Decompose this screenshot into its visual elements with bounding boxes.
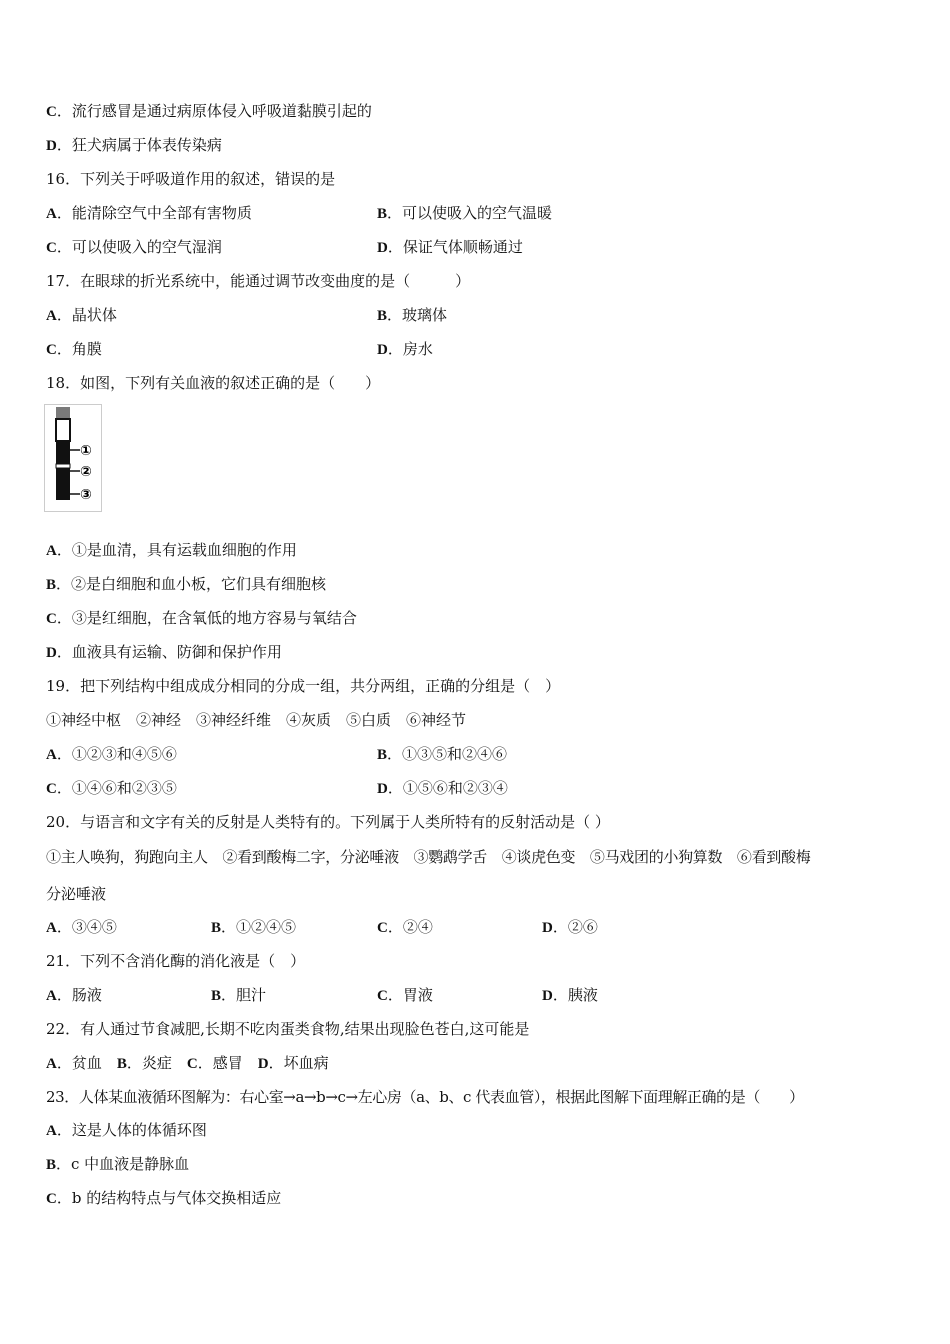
layer-2-buffy-coat (56, 464, 70, 468)
q22-option-a: A．贫血 (46, 1054, 117, 1072)
q19-stem: 19．把下列结构中组成成分相同的分成一组，共分两组，正确的分组是（ ） (46, 677, 561, 695)
q23-option-b: B．c 中血液是静脉血 (46, 1155, 190, 1173)
q20-option-c: C．②④ (377, 918, 433, 936)
q23-option-a: A．这是人体的体循环图 (46, 1121, 207, 1139)
q19-option-b: B．①③⑤和②④⑥ (377, 745, 508, 763)
blood-tube-figure (44, 404, 102, 512)
q22-option-d: D．坏血病 (257, 1054, 329, 1072)
q16-option-b: B．可以使吸入的空气温暖 (377, 204, 553, 222)
q17-stem: 17．在眼球的折光系统中，能通过调节改变曲度的是（ ） (46, 272, 471, 290)
figure-label-2: ② (80, 464, 92, 480)
figure-label-3: ③ (80, 487, 92, 503)
q17-option-c: C．角膜 (46, 340, 102, 358)
q18-option-d: D．血液具有运输、防御和保护作用 (46, 643, 282, 661)
q15-option-d: D．狂犬病属于体表传染病 (46, 136, 222, 154)
q19-option-d: D．①⑤⑥和②③④ (377, 779, 508, 797)
q16-option-d: D．保证气体顺畅通过 (377, 238, 523, 256)
q17-option-b: B．玻璃体 (377, 306, 448, 324)
q16-option-a: A．能清除空气中全部有害物质 (46, 204, 252, 222)
q17-option-d: D．房水 (377, 340, 433, 358)
q20-option-b: B．①②④⑤ (211, 918, 297, 936)
q15-option-c: C．流行感冒是通过病原体侵入呼吸道黏膜引起的 (46, 102, 372, 120)
q19-option-a: A．①②③和④⑤⑥ (46, 745, 177, 763)
q21-option-d: D．胰液 (542, 986, 598, 1004)
q21-option-a: A．肠液 (46, 986, 102, 1004)
q22-options (46, 1053, 329, 1074)
q20-option-a: A．③④⑤ (46, 918, 117, 936)
q23-option-c: C．b 的结构特点与气体交换相适应 (46, 1189, 282, 1207)
q19-items: ①神经中枢 ②神经 ③神经纤维 ④灰质 ⑤白质 ⑥神经节 (46, 711, 467, 729)
figure-label-1: ① (80, 443, 92, 459)
q21-option-b: B．胆汁 (211, 986, 267, 1004)
q20-items-line2: 分泌唾液 (46, 885, 107, 903)
q18-option-c: C．③是红细胞，在含氧低的地方容易与氧结合 (46, 609, 357, 627)
q21-stem: 21．下列不含消化酶的消化液是（ ） (46, 952, 306, 970)
q18-option-b: B．②是白细胞和血小板，它们具有细胞核 (46, 575, 327, 593)
blood-tube-diagram (44, 404, 102, 512)
layer-3-red-cells (56, 468, 70, 500)
q19-option-c: C．①④⑥和②③⑤ (46, 779, 177, 797)
q22-stem: 22．有人通过节食减肥,长期不吃肉蛋类食物,结果出现脸色苍白,这可能是 (46, 1020, 530, 1038)
q18-stem: 18．如图，下列有关血液的叙述正确的是（ ） (46, 374, 381, 392)
q23-stem: 23．人体某血液循环图解为：右心室→a→b→c→左心房（a、b、c 代表血管），根据此图解下面理解正确的是（ ） (46, 1088, 804, 1106)
q16-stem: 16．下列关于呼吸道作用的叙述，错误的是 (46, 170, 336, 188)
q21-option-c: C．胃液 (377, 986, 433, 1004)
q20-items-line1: ①主人唤狗，狗跑向主人 ②看到酸梅二字，分泌唾液 ③鹦鹉学舌 ④谈虎色变 ⑤马戏团的小狗算数 ⑥看到酸梅 (46, 848, 811, 866)
q20-option-d: D．②⑥ (542, 918, 598, 936)
tube-top-empty (56, 419, 70, 441)
q17-option-a: A．晶状体 (46, 306, 117, 324)
q18-option-a: A．①是血清，具有运载血细胞的作用 (46, 541, 297, 559)
q16-option-c: C．可以使吸入的空气湿润 (46, 238, 222, 256)
q22-option-b: B．炎症 (116, 1054, 187, 1072)
q20-stem: 20．与语言和文字有关的反射是人类特有的。下列属于人类所特有的反射活动是（ ） (46, 813, 610, 831)
tube-stopper (56, 407, 70, 419)
layer-1-plasma (56, 441, 70, 464)
q22-option-c: C．感冒 (186, 1054, 258, 1072)
